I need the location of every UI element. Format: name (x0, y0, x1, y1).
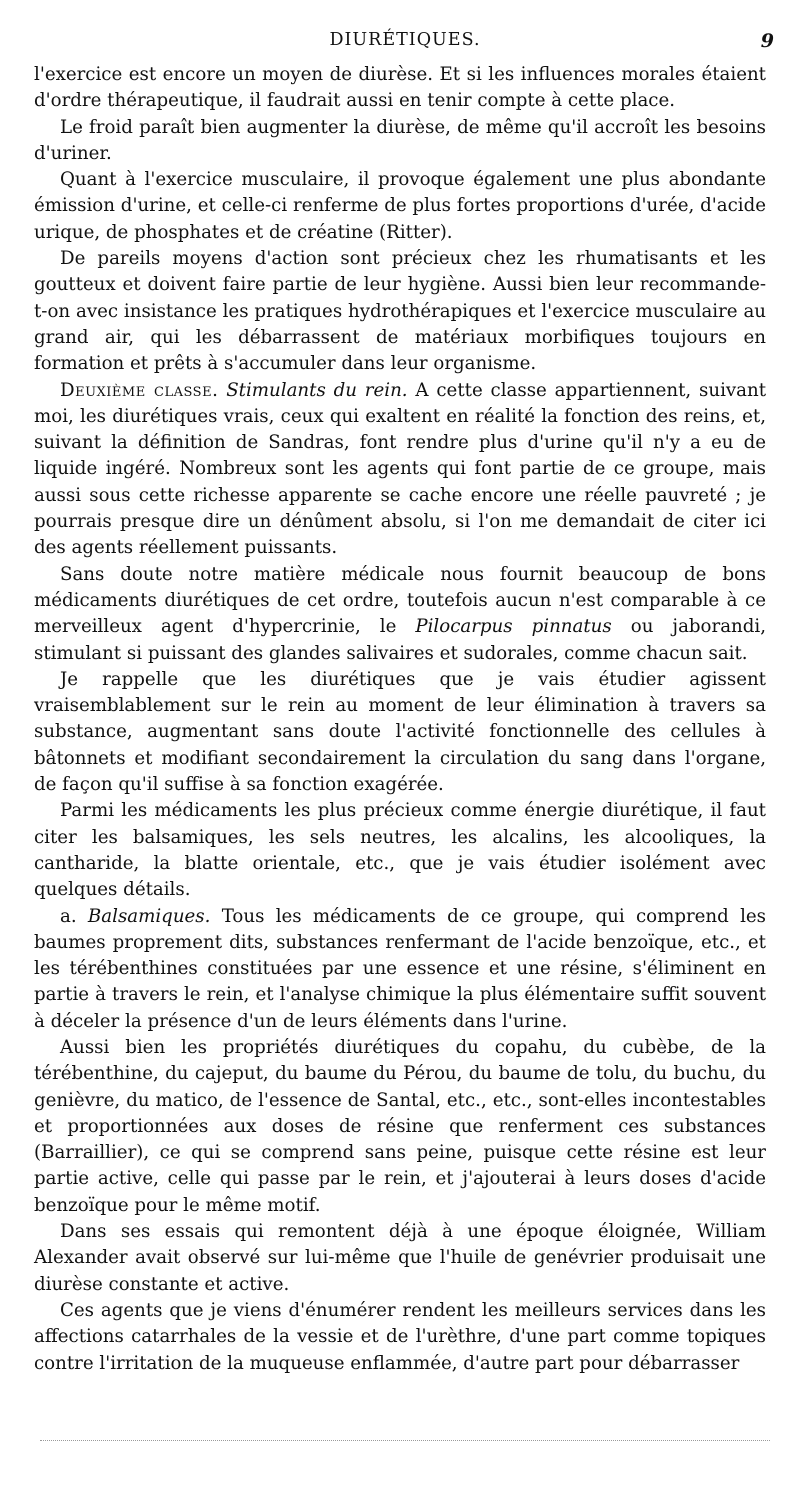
page-header (36, 30, 774, 54)
paragraph: Je rappelle que les diurétiques que je vais étudier agissent vraisemblablement sur le rein au moment de leur élimination à travers sa substance, augmentant sans doute l'activité fonctionnelle des cellules à bâtonnets et modifiant secondairement la circulation du sang dans l'organe, de façon qu'il suffise à sa fonction exagérée. (34, 668, 766, 796)
subsection-paragraph: a. Balsamiques. Tous les médicaments de ce groupe, qui comprend les baumes proprement dits, substances renfermant de l'acide benzoïque, etc., et les térébenthines constituées par une essence et une résine, s'éliminent en partie à travers le rein, et l'analyse chimique la plus élémentaire suffit souvent à déceler la présence d'un de leurs éléments dans l'urine. (34, 905, 766, 1032)
paragraph: Aussi bien les propriétés diurétiques du copahu, du cubèbe, de la térébenthine, du cajeput, du baume du Pérou, du baume de tolu, du buchu, du genièvre, du matico, de l'essence de Santal, etc., etc., sont-elles incontestables et proportionnées aux doses de résine que renferment ces substances (Barraillier), ce qui se comprend sans peine, puisque cette résine est leur partie active, celle qui passe par le rein, et j'ajouterai à leurs doses d'acide benzoïque pour le même motif. (34, 1036, 766, 1216)
subsection-label: a. (60, 905, 77, 927)
running-title: DIURÉTIQUES. (329, 30, 481, 50)
subsection-title: Balsamiques. (87, 905, 211, 927)
paragraph: De pareils moyens d'action sont précieux chez les rhumatisants et les goutteux et doivent faire partie de leur hygiène. Aussi bien leur recommande-t-on avec insistance les pratiques hydrothérapiques et l'exercice musculaire au grand air, qui les débarrassent de matériaux morbifiques toujours en formation et prêts à s'accumuler dans leur organisme. (34, 248, 766, 375)
paragraph: Ces agents que je viens d'énumérer rendent les meilleurs services dans les affections catarrhales de la vessie et de l'urèthre, d'une part comme topiques contre l'irritation de la muqueuse enflammée, d'autre part pour débarrasser (34, 1299, 766, 1374)
paragraph: Parmi les médicaments les plus précieux comme énergie diurétique, il faut citer les balsamiques, les sels neutres, les alcalins, les alcooliques, la cantharide, la blatte orientale, etc., que je vais étudier isolément avec quelques détails. (34, 800, 766, 901)
section-paragraph: Deuxième classe. Stimulants du rein. A cette classe appartiennent, suivant moi, les diurétiques vrais, ceux qui exaltent en réalité la fonction des reins, et, suivant la définition de Sandras, font rendre plus d'urine qu'il n'y a eu de liquide ingéré. Nombreux sont les agents qui font partie de ce groupe, mais aussi sous cette richesse apparente se cache encore une réelle pauvreté ; je pourrais presque dire un dénûment absolu, si l'on me demandait de citer ici des agents réellement puissants. (34, 379, 767, 559)
section-title: Stimulants du rein. (226, 379, 408, 401)
paragraph: Dans ses essais qui remontent déjà à une époque éloignée, William Alexander avait observé sur lui-même que l'huile de genévrier produisait une diurèse constante et active. (34, 1221, 766, 1295)
paragraph: l'exercice est encore un moyen de diurèse. Et si les influences morales étaient d'ordre thérapeutique, il faudrait aussi en tenir compte à cette place. (34, 64, 766, 112)
paragraph: Quant à l'exercice musculaire, il provoque également une plus abondante émission d'urine, et celle-ci renferme de plus fortes proportions d'urée, d'acide urique, de phosphates et de créatine (Ritter). (34, 169, 766, 243)
paragraph: Le froid paraît bien augmenter la diurèse, de même qu'il accroît les besoins d'uriner. (34, 116, 766, 164)
scan-artifact-dots (40, 1440, 770, 1442)
section-label: Deuxième classe. (60, 379, 219, 401)
species-name: Pilocarpus pinnatus (415, 616, 612, 638)
paragraph: Sans doute notre matière médicale nous fournit beaucoup de bons médicaments diurétiques de cet ordre, toutefois aucun n'est comparable à ce merveilleux agent d'hypercrinie, le Pilocarpus pinnatus ou jaborandi, stimulant si puissant des glandes salivaires et sudorales, comme chacun sait. (34, 563, 766, 664)
body-text (34, 62, 766, 1377)
page-number: 9 (760, 30, 774, 52)
